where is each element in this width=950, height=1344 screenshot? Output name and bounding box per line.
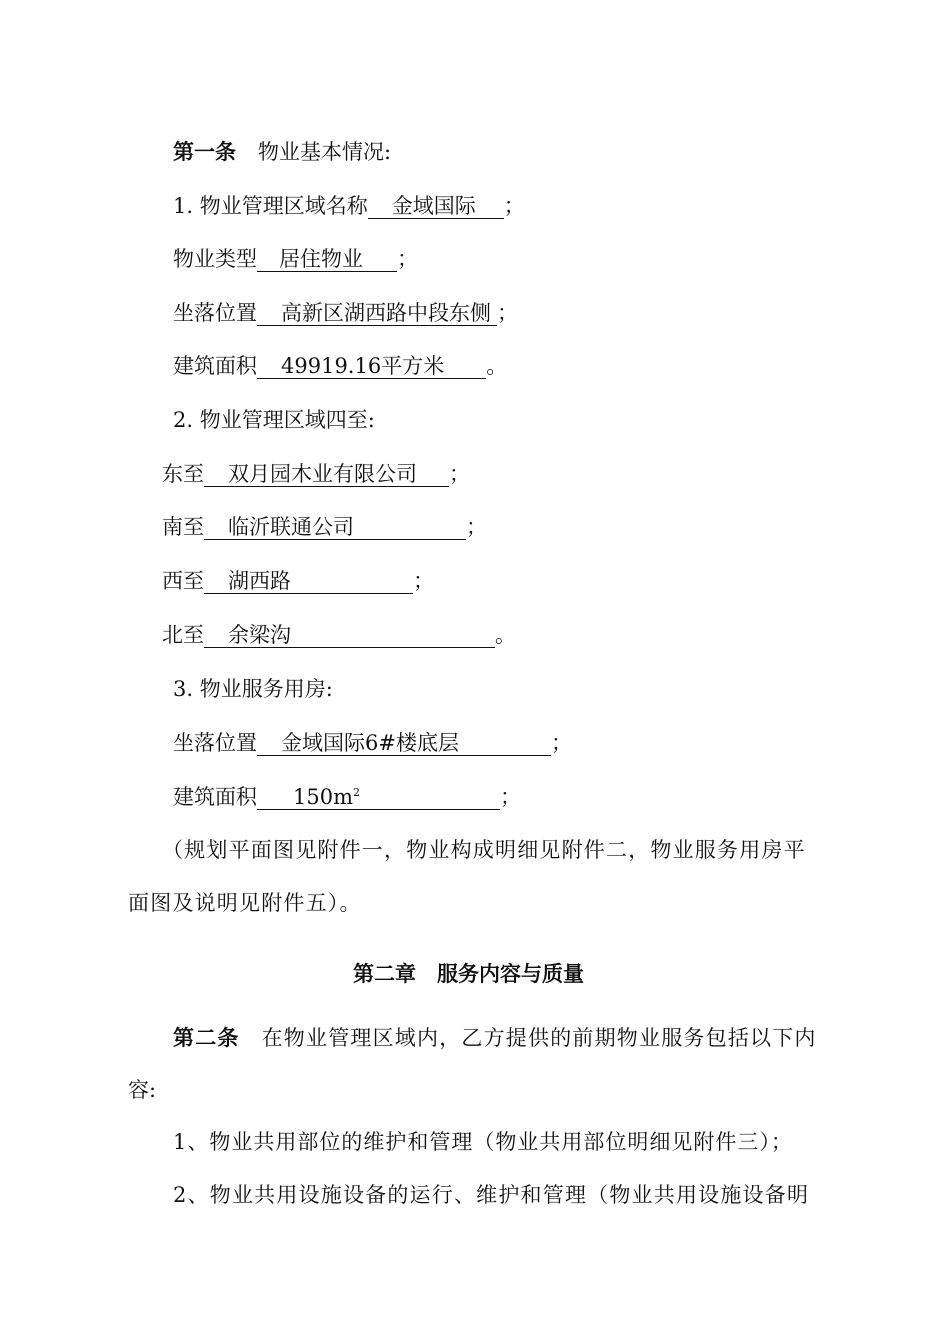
north-boundary-line — [162, 621, 516, 649]
article2-text: 在物业管理区域内，乙方提供的前期物业服务包括以下内 — [261, 1026, 817, 1050]
room-area-value — [257, 785, 500, 810]
east-value: 双月园木业有限公司 — [204, 462, 449, 487]
north-label: 北至 — [162, 623, 204, 647]
punct-semicolon: ； — [466, 515, 487, 539]
south-boundary-line — [162, 513, 487, 541]
punct-semicolon: ； — [397, 247, 418, 271]
appendix-note-line1: （规划平面图见附件一，物业构成明细见附件二，物业服务用房平 — [162, 838, 806, 862]
property-type-line — [173, 245, 418, 273]
room-area-line — [173, 783, 521, 811]
property-name-value: 金域国际 — [368, 194, 504, 219]
property-area-label: 建筑面积 — [173, 354, 257, 378]
property-area-value: 49919.16平方米 — [257, 354, 486, 379]
east-boundary-line — [162, 460, 470, 488]
west-value: 湖西路 — [204, 569, 413, 594]
room-location-line — [173, 729, 572, 757]
room-area-label: 建筑面积 — [173, 785, 257, 809]
west-boundary-line — [162, 567, 434, 595]
room-location-label: 坐落位置 — [173, 731, 257, 755]
service-room-heading: 3. 物业服务用房: — [173, 677, 333, 701]
room-area-superscript: 2 — [353, 786, 360, 799]
appendix-note-line2: 面图及说明见附件五）。 — [128, 891, 362, 915]
article2-item2: 2、物业共用设施设备的运行、维护和管理（物业共用设施设备明 — [173, 1183, 810, 1207]
south-value: 临沂联通公司 — [204, 515, 466, 540]
article1-label: 第一条 — [173, 140, 236, 164]
article2-line1 — [173, 1024, 817, 1052]
punct-period: 。 — [495, 623, 516, 647]
chapter2-title: 第二章 服务内容与质量 — [353, 962, 584, 986]
north-value: 余梁沟 — [204, 623, 495, 648]
south-label: 南至 — [162, 515, 204, 539]
punct-semicolon: ； — [503, 194, 525, 218]
property-type-label: 物业类型 — [173, 247, 257, 271]
property-location-label: 坐落位置 — [173, 301, 257, 325]
property-type-value: 居住物业 — [257, 247, 397, 272]
property-name-label: 1. 物业管理区域名称 — [173, 194, 368, 218]
punct-semicolon: ； — [449, 462, 470, 486]
article1-title: 物业基本情况: — [258, 140, 392, 164]
article2-item1: 1、物业共用部位的维护和管理（物业共用部位明细见附件三）； — [173, 1130, 793, 1154]
article1-heading — [173, 138, 391, 166]
room-area-number: 150m — [293, 785, 353, 809]
punct-semicolon: ； — [550, 731, 572, 755]
punct-semicolon: ； — [413, 569, 434, 593]
room-location-value: 金域国际6#楼底层 — [257, 731, 551, 756]
property-location-line — [173, 299, 518, 327]
article2-label: 第二条 — [173, 1026, 240, 1050]
article2-line2: 容: — [128, 1078, 157, 1102]
west-label: 西至 — [162, 569, 204, 593]
boundaries-heading: 2. 物业管理区域四至: — [173, 408, 375, 432]
property-name-line — [173, 192, 525, 220]
property-location-value: 高新区湖西路中段东侧 — [257, 301, 497, 326]
punct-semicolon: ； — [500, 785, 521, 809]
east-label: 东至 — [162, 462, 204, 486]
punct-semicolon: ； — [497, 301, 518, 325]
punct-period: 。 — [486, 354, 508, 378]
property-area-line — [173, 352, 507, 380]
